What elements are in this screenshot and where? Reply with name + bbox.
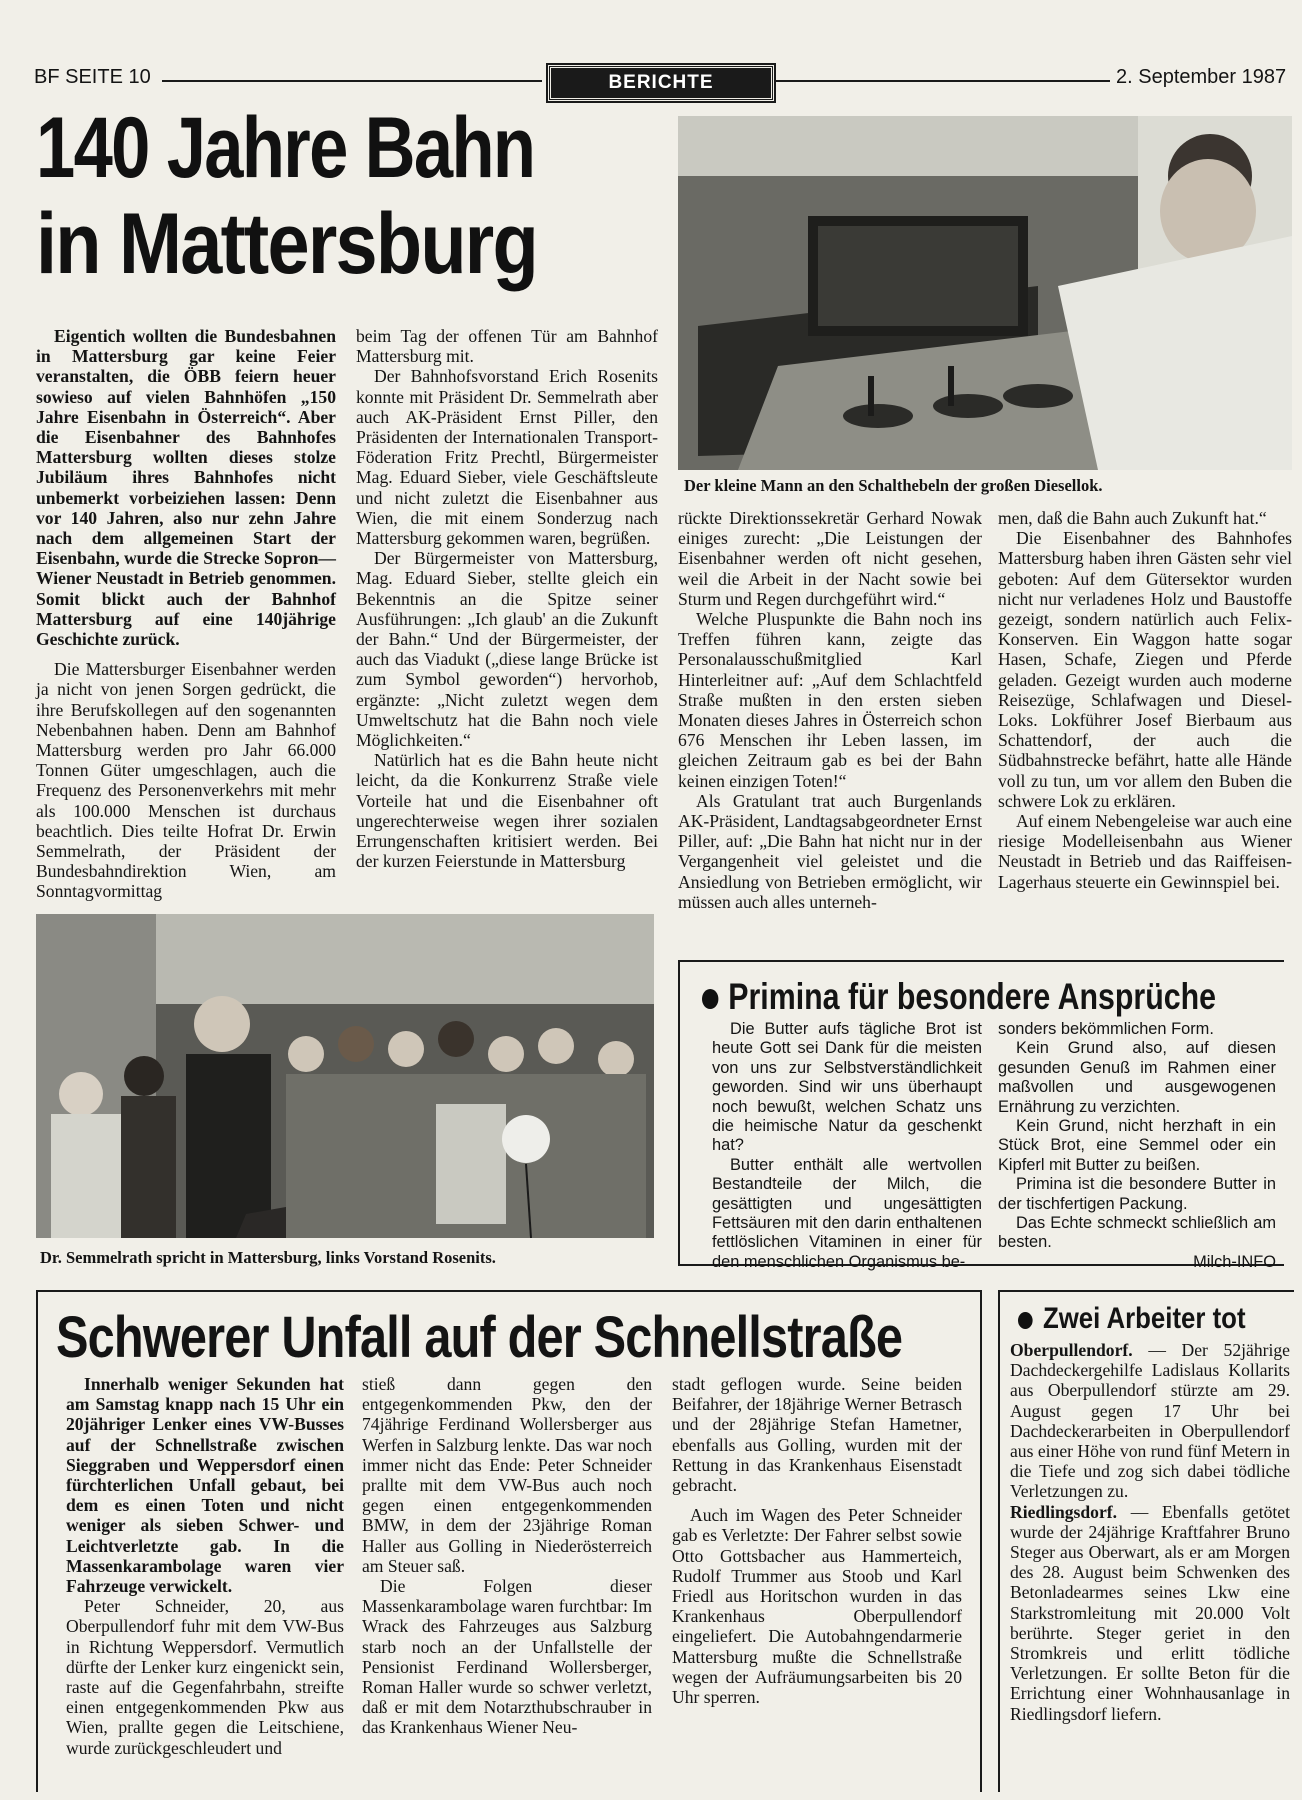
paragraph: Butter enthält alle wertvollen Bestandteile der Milch, die gesättigten und ungesättigten Fettsäuren mit den darin enthaltenen fettlöslichen Vitaminen in einer für den menschlichen Organismus be- xyxy=(712,1155,982,1271)
paragraph: Die Butter aufs tägliche Brot ist heute Gott sei Dank für die meisten von uns zur Selbstverständlichkeit geworden. Sind wir uns überhaupt noch bewußt, welchen Schatz uns die heimische Natur da geschenkt hat? xyxy=(712,1020,982,1155)
paragraph: Die Mattersburger Eisenbahner werden ja nicht von jenen Sorgen gedrückt, die ihre Berufskollegen auf den sogenannten Nebenbahnen haben. Denn am Bahnhof Mattersburg werden pro Jahr 66.000 Tonnen Güter umgeschlagen, auch die Frequenz des Personenverkehrs mit mehr als 100.000 Menschen ist durchaus beachtlich. Dies teilte Hofrat Dr. Erwin Semmelrath, der Präsident der Bundesbahndirektion Wien, am Sonntagvormittag xyxy=(36,659,336,902)
paragraph: Natürlich hat es die Bahn heute nicht leicht, da die Konkurrenz Straße viele Vorteile hat und die Eisenbahner oft ungerechterweise wegen ihrer sozialen Errungenschaften kritisiert werden. Bei der kurzen Feierstunde in Mattersburg xyxy=(356,750,658,872)
bullet-icon xyxy=(702,989,718,1009)
main-col-1 xyxy=(36,326,336,902)
unfall-title: Schwerer Unfall auf der Schnellstraße xyxy=(56,1305,903,1370)
text: — Ebenfalls getötet wurde der 24jährige Kraftfahrer Bruno Steger aus Oberwart, als er am Morgen des 28. August beim Schwenken des Betonladearmes seines Lkw eine Starkstromleitung mit 20.000 Volt berührte. Steger geriet in den Stromkreis und erlitt tödliche Verletzungen. Er sollte Beton für die Errichtung einer Wohnhausanlage in Riedlingsdorf liefern. xyxy=(1010,1501,1290,1724)
paragraph: Auf einem Nebengeleise war auch eine riesige Modelleisenbahn aus Wiener Neustadt in Betrieb und das Raiffeisen-Lagerhaus steuerte ein Gewinnspiel bei. xyxy=(998,811,1292,892)
photo2-caption: Dr. Semmelrath spricht in Mattersburg, links Vorstand Rosenits. xyxy=(40,1248,496,1267)
paragraph: Die Eisenbahner des Bahnhofes Mattersburg haben ihren Gästen sehr viel geboten: Auf dem Gütersektor wurden nicht nur verladenes Holz und Baustoffe gezeigt, sondern natürlich auch Felix-Konserven. Ein Waggon hatte sogar Hasen, Schafe, Ziegen und Pferde geladen. Gezeigt wurden auch moderne Reisezüge, Schlafwagen und Diesel-Loks. Lokführer Josef Bierbaum aus Schattendorf, der auch die Südbahnstrecke befährt, hatte alle Hände voll zu tun, um vor allem den Buben die schwere Lok zu erklären. xyxy=(998,528,1292,811)
paragraph: Welche Pluspunkte die Bahn noch ins Treffen führen kann, zeigte das Personalausschußmitglied Karl Hinterleitner auf: „Auf dem Schlachtfeld Straße mußten in den ersten sieben Monaten dieses Jahres in Österreich schon 676 Menschen ihr Leben lassen, im gleichen Zeitraum gab es bei der Bahn keinen einzigen Toten!“ xyxy=(678,609,982,791)
primina-signature: Milch-INFO xyxy=(1193,1252,1276,1271)
header-rule-right xyxy=(774,80,1110,82)
paragraph: Peter Schneider, 20, aus Oberpullendorf fuhr mit dem VW-Bus in Richtung Weppersdorf. Vermutlich dürfte der Lenker kurz eingenickt sein, raste auf die Gegenfahrbahn, streifte einen entgegenkommenden Pkw aus Wien, prallte gegen die Leitschiene, wurde zurückgeschleudert und xyxy=(66,1596,344,1758)
dateline: Riedlingsdorf. xyxy=(1010,1501,1118,1522)
unfall-col-1 xyxy=(66,1374,344,1758)
primina-title xyxy=(702,976,1216,1018)
header-rule-left xyxy=(162,80,542,82)
arbeiter-title-text: Zwei Arbeiter tot xyxy=(1042,1302,1246,1335)
main-col-2 xyxy=(356,326,658,871)
paragraph: stieß dann gegen den entgegenkommenden Pkw, den der 74jährige Ferdinand Wollersberger aus Werfen in Salzburg lenkte. Das war noch immer nicht das Ende: Peter Schneider prallte mit dem VW-Bus auch noch gegen einen entgegenkommenden BMW, in dem der 23jährige Roman Haller aus Golling in Niederösterreich am Steuer saß. xyxy=(362,1374,652,1576)
arbeiter-body xyxy=(1010,1340,1290,1724)
unfall-col-3 xyxy=(672,1374,962,1707)
photo-diesel-cab xyxy=(678,116,1292,470)
photo-speech xyxy=(36,914,654,1238)
main-headline-line1: 140 Jahre Bahn xyxy=(36,100,535,196)
paragraph: Kein Grund also, auf diesen gesunden Genuß im Rahmen einer maßvollen und ausgewogenen Ernährung zu verzichten. xyxy=(998,1039,1276,1116)
page-label: BF SEITE 10 xyxy=(34,66,151,88)
paragraph: Eigentich wollten die Bundesbahnen in Mattersburg gar keine Feier veranstalten, die ÖBB feiern heuer sowieso auf vielen Bahnhöfen „150 Jahre Eisenbahn in Österreich“. Aber die Eisenbahner des Bahnhofes Mattersburg wollten dieses stolze Jubiläum ihres Bahnhofes nicht unbemerkt vorbeiziehen lassen: Denn vor 140 Jahren, also nur zehn Jahre nach dem allgemeinen Start der Eisenbahn, wurde die Strecke Sopron—Wiener Neustadt in Betrieb genommen. Somit blickt auch der Bahnhof Mattersburg auf eine 140jährige Geschichte zurück. xyxy=(36,326,336,650)
paragraph: Kein Grund, nicht herzhaft in ein Stück Brot, eine Semmel oder ein Kipferl mit Butter zu beißen. xyxy=(998,1117,1276,1174)
paragraph: beim Tag der offenen Tür am Bahnhof Mattersburg mit. xyxy=(356,326,658,367)
paragraph: Primina ist die besondere Butter in der tischfertigen Packung. xyxy=(998,1175,1276,1213)
primina-col-1 xyxy=(712,1020,982,1272)
paragraph: Als Gratulant trat auch Burgenlands AK-Präsident, Landtagsabgeordneter Ernst Piller, auf: „Die Bahn hat nicht nur in der Vergangenheit viel geleistet und die Ansiedlung von Betrieben ermöglicht, wir müssen auch alles unterneh- xyxy=(678,790,982,912)
unfall-col-2 xyxy=(362,1374,652,1738)
paragraph: Der Bürgermeister von Mattersburg, Mag. Eduard Sieber, stellte gleich ein Bekenntnis an die Spitze seiner Ausführungen: „Ich glaub' an die Zukunft der Bahn.“ Und der Bürgermeister, der auch das Viadukt („diese lange Brücke ist zum Symbol geworden“) hervorhob, ergänzte: „Nicht zuletzt wegen dem Umweltschutz hat die Bahn noch viele Möglichkeiten.“ xyxy=(356,548,658,751)
issue-date: 2. September 1987 xyxy=(1116,66,1287,88)
photo1-caption: Der kleine Mann an den Schalthebeln der großen Diesellok. xyxy=(684,476,1103,495)
paragraph: Das Echte schmeckt schließlich am besten. xyxy=(998,1214,1276,1252)
paragraph: Die Folgen dieser Massenkarambolage waren furchtbar: Im Wrack des Fahrzeuges aus Salzburg starb noch an der Unfallstelle der Pensionist Ferdinand Wollersberger, Roman Haller wurde so schwer verletzt, daß er mit dem Notarzthubschrauber in das Krankenhaus Wiener Neu- xyxy=(362,1576,652,1738)
primina-title-text: Primina für besondere Ansprüche xyxy=(728,976,1217,1017)
main-headline-line2: in Mattersburg xyxy=(36,196,537,292)
paragraph: Innerhalb weniger Sekunden hat am Samstag knapp nach 15 Uhr ein 20jähriger Lenker eines VW-Busses auf der Schnellstraße zwischen Sieggraben und Weppersdorf einen fürchterlichen Unfall gebaut, bei dem es einen Toten und nicht weniger als sieben Schwer- und Leichtverletzte gab. In die Massenkarambolage waren vier Fahrzeuge verwickelt. xyxy=(66,1374,344,1597)
main-col-4 xyxy=(998,508,1292,892)
paragraph: sonders bekömmlichen Form. xyxy=(998,1020,1214,1038)
paragraph: Der Bahnhofsvorstand Erich Rosenits konnte mit Präsident Dr. Semmelrath aber auch AK-Präsident Ernst Piller, den Präsidenten der Internationalen Transport-Föderation Fritz Prechtl, Bürgermeister Mag. Eduard Sieber, viele Geschäftsleute und nicht zuletzt die Eisenbahner aus Wien, die mit einem Sonderzug nach Mattersburg gekommen waren, begrüßen. xyxy=(356,366,658,549)
paragraph xyxy=(1010,1340,1290,1502)
paragraph: Auch im Wagen des Peter Schneider gab es Verletzte: Der Fahrer selbst sowie Otto Gottsbacher aus Hammerteich, Rudolf Trummer aus Stoob und Karl Friedl aus Horitschon wurden in das Krankenhaus Oberpullendorf eingeliefert. Die Autobahngendarmerie Mattersburg mußte die Schnellstraße wegen der Aufräumungsarbeiten bis 20 Uhr sperren. xyxy=(672,1505,962,1708)
bullet-icon xyxy=(1018,1312,1033,1329)
paragraph: stadt geflogen wurde. Seine beiden Beifahrer, der 18jährige Werner Betrasch und der 28jährige Stefan Hametner, ebenfalls aus Golling, wurden mit der Rettung in das Krankenhaus Eisenstadt gebracht. xyxy=(672,1374,962,1496)
paragraph: men, daß die Bahn auch Zukunft hat.“ xyxy=(998,508,1267,528)
paragraph xyxy=(1010,1502,1290,1724)
arbeiter-title xyxy=(1018,1302,1246,1336)
paragraph: rückte Direktionssekretär Gerhard Nowak einiges zurecht: „Die Leistungen der Eisenbahner werden oft nicht gesehen, weil die Arbeit in der Nacht sowie bei Sturm und Regen durchgeführt wird.“ xyxy=(678,508,982,609)
dateline: Oberpullendorf. xyxy=(1010,1340,1133,1360)
section-badge: BERICHTE xyxy=(548,65,774,101)
primina-col-2 xyxy=(998,1020,1276,1272)
main-col-3 xyxy=(678,508,982,912)
text: — Der 52jährige Dachdeckergehilfe Ladislaus Kollarits aus Oberpullendorf stürzte am 29. August gegen 17 Uhr bei Dachdeckerarbeiten in Oberpullendorf aus einer Höhe von rund fünf Metern in die Tiefe und zog sich dabei tödliche Verletzungen zu. xyxy=(1010,1340,1290,1502)
